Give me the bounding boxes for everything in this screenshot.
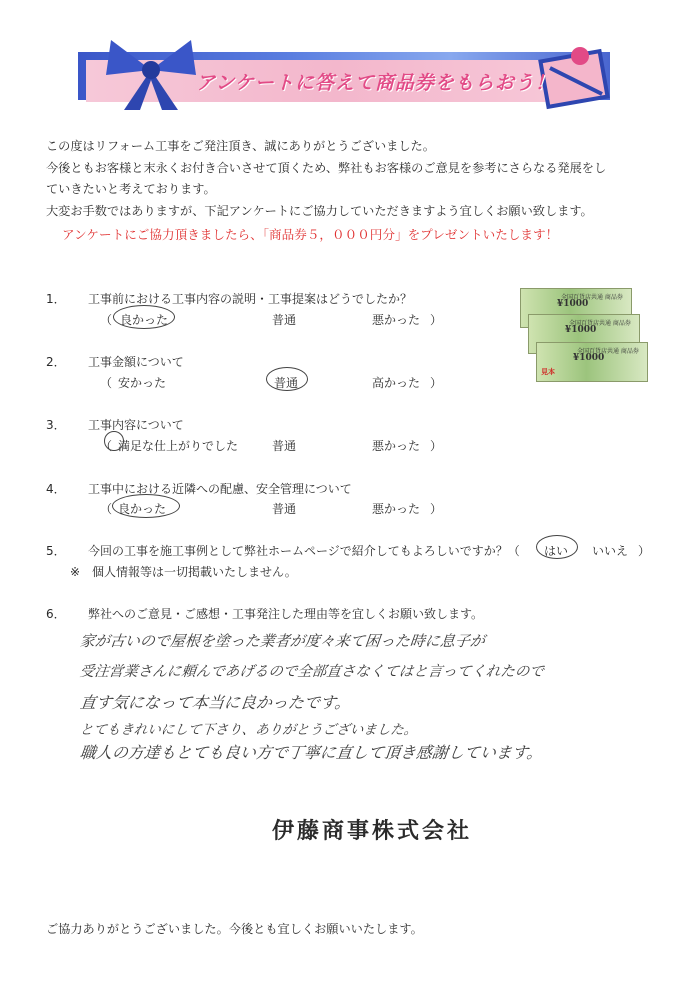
voucher: 全国百貨店共通 商品券 ¥1000 <box>520 288 632 328</box>
ribbon-bow-icon <box>96 30 206 112</box>
q2-option-normal[interactable]: 普通 <box>274 376 299 390</box>
intro-line-4: 大変お手数ではありますが、下記アンケートにご協力していただきますよう宜しくお願い致します。 <box>46 204 593 218</box>
gift-vouchers-image <box>520 288 650 398</box>
intro-line-3: ていきたいと考えております。 <box>46 182 216 196</box>
q1-text: 工事前における工事内容の説明・工事提案はどうでしたか？ <box>88 292 413 306</box>
q6-number: 6． <box>46 607 66 621</box>
q3-option-normal[interactable]: 普通 <box>272 439 297 453</box>
q1-number: 1． <box>46 292 66 306</box>
voucher: 全国百貨店共通 商品券 ¥1000 <box>528 314 640 354</box>
q2-number: 2． <box>46 355 66 369</box>
q4-option-normal[interactable]: 普通 <box>272 502 297 516</box>
q2-text: 工事金額について <box>88 355 184 369</box>
handwritten-line-5: 職人の方達もとても良い方で丁寧に直して頂き感謝しています。 <box>78 743 544 762</box>
q3-selection-circle <box>104 431 124 451</box>
intro-line-2: 今後ともお客様と末永くお付き合いさせて頂くため、弊社もお客様のご意見を参考にさらなる発展をし <box>46 161 607 175</box>
q5-text: 今回の工事を施工事例として弊社ホームページで紹介してもよろしいですか？（ <box>88 544 520 558</box>
q4-option-good[interactable]: 良かった <box>118 502 167 516</box>
q4-text: 工事中における近隣への配慮、安全管理について <box>88 482 352 496</box>
q1-option-normal[interactable]: 普通 <box>272 313 297 327</box>
q4-number: 4． <box>46 482 66 496</box>
q1-option-good[interactable]: 良かった <box>120 313 169 327</box>
q5-selection-circle <box>536 535 578 559</box>
q2-selection-circle <box>266 367 308 391</box>
banner-title: アンケートに答えて商品券をもらおう！ <box>196 72 555 94</box>
q5-option-yes[interactable]: はい <box>544 544 569 558</box>
banner <box>78 30 610 112</box>
company-name: 伊藤商事株式会社 <box>272 818 473 844</box>
q2-option-expensive[interactable]: 高かった <box>372 376 421 390</box>
handwritten-line-2: 受注営業さんに頼んであげるので全部直さなくてはと言ってくれたので <box>79 664 545 680</box>
voucher: 全国百貨店共通 商品券 ¥1000 見本 <box>536 342 648 382</box>
intro-line-1: この度はリフォーム工事をご発注頂き、誠にありがとうございました。 <box>46 139 435 153</box>
q3-option-bad[interactable]: 悪かった <box>372 439 421 453</box>
q3-option-satisfied[interactable]: 満足な仕上がりでした <box>118 439 239 453</box>
promo-text: アンケートにご協力頂きましたら、「商品券５，０００円分」をプレゼントいたします！ <box>62 227 559 242</box>
sample-stamp: 見本 <box>541 368 555 376</box>
q3-number: 3． <box>46 418 66 432</box>
handwritten-line-1: 家が古いので屋根を塗った業者が度々来て困った時に息子が <box>79 632 486 650</box>
handwritten-line-3: 直す気になって本当に良かったです。 <box>78 693 352 712</box>
q4-selection-circle <box>112 494 180 518</box>
q3-text: 工事内容について <box>88 418 184 432</box>
q4-option-bad[interactable]: 悪かった <box>372 502 421 516</box>
q5-number: 5． <box>46 544 66 558</box>
q2-option-cheap[interactable]: 安かった <box>118 376 167 390</box>
q1-option-bad[interactable]: 悪かった <box>372 313 421 327</box>
handwritten-line-4: とてもきれいにして下さり、ありがとうございました。 <box>78 722 419 738</box>
privacy-note: ※ 個人情報等は一切掲載いたしません。 <box>70 565 297 579</box>
q5-option-no[interactable]: いいえ <box>592 544 629 558</box>
q6-text: 弊社へのご意見・ご感想・工事発注した理由等を宜しくお願い致します。 <box>88 607 484 621</box>
closing-message: ご協力ありがとうございました。今後とも宜しくお願いいたします。 <box>46 922 423 936</box>
q1-selection-circle <box>113 305 175 329</box>
